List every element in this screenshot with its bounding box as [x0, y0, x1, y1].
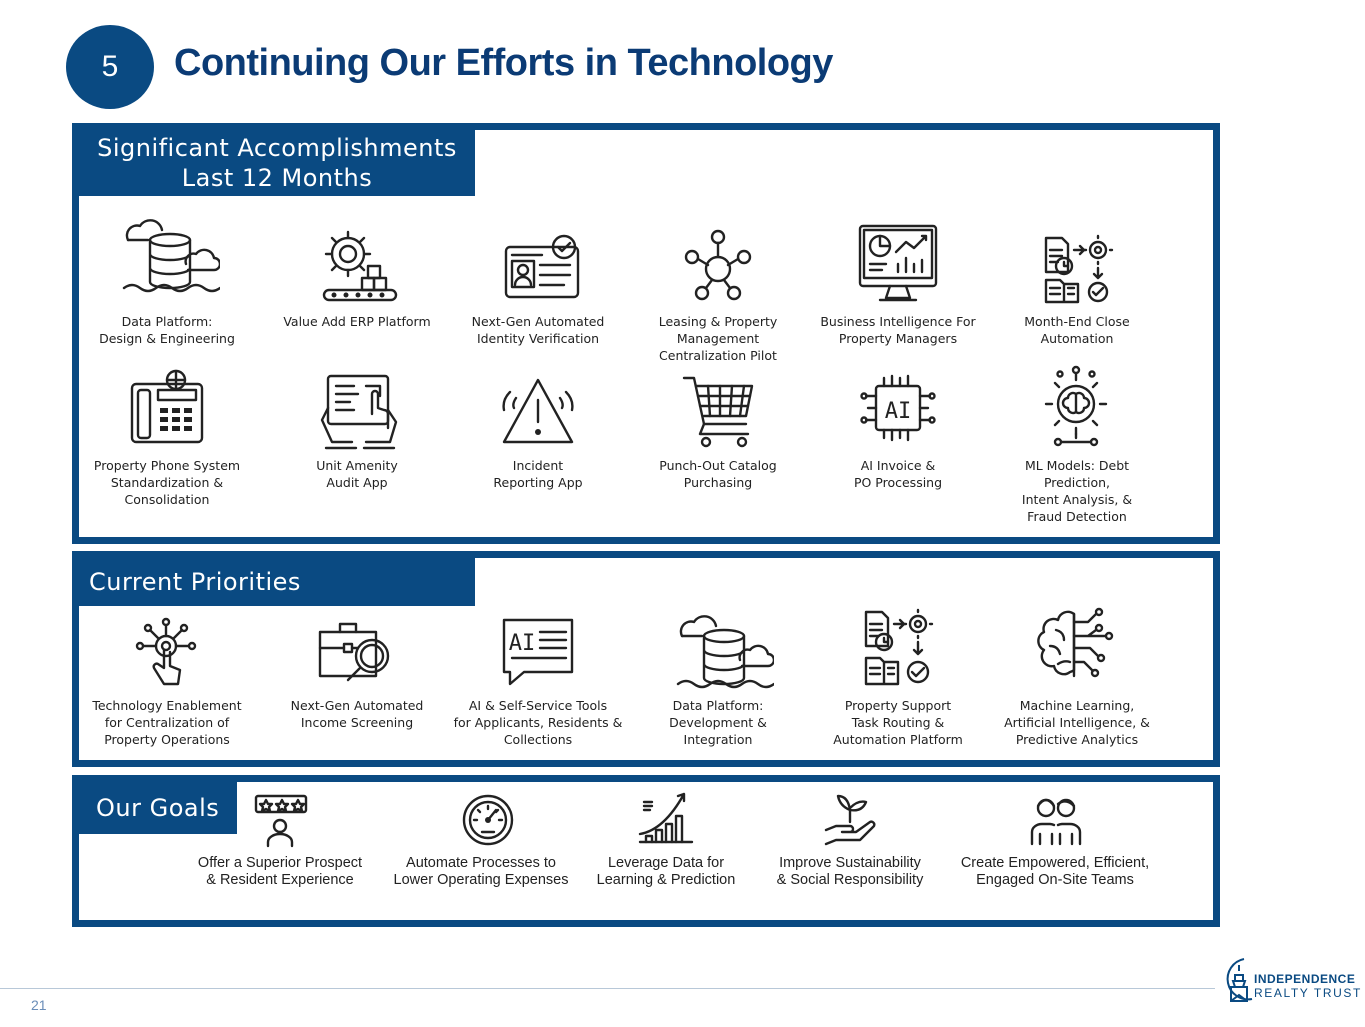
accomplishments-label: Significant Accomplishments Last 12 Months	[79, 130, 475, 196]
id-card-check-icon	[490, 225, 590, 309]
accomplishment-item-1: Data Platform: Design & Engineering	[99, 314, 235, 346]
monitor-dashboard-icon	[848, 222, 948, 306]
priority-item-3: AI & Self-Service Tools for Applicants, Residents & Collections	[453, 698, 623, 747]
priorities-label: Current Priorities	[79, 558, 475, 606]
briefcase-search-icon	[306, 612, 406, 696]
accomplishment-item-3: Next-Gen Automated Identity Verification	[471, 314, 605, 346]
priority-item-2: Next-Gen Automated Income Screening	[290, 698, 424, 730]
svg-text:AI: AI	[508, 631, 536, 656]
rating-person-icon	[250, 792, 314, 848]
company-logo	[1222, 955, 1362, 1013]
touch-network-icon	[118, 616, 218, 700]
goal-item-3: Leverage Data for Learning & Prediction	[596, 855, 736, 888]
priority-item-1: Technology Enablement for Centralization of Property Operations	[92, 698, 242, 747]
goal-item-2: Automate Processes to Lower Operating Expenses	[393, 855, 569, 888]
speedometer-icon	[456, 792, 520, 848]
section-number-badge: 5	[66, 25, 154, 109]
page-title: Continuing Our Efforts in Technology	[174, 42, 833, 84]
accomplishment-item-7: Property Phone System Standardization & Consolidation	[93, 458, 241, 507]
accomplishment-item-2: Value Add ERP Platform	[283, 314, 431, 329]
accomplishment-item-11: AI Invoice & PO Processing	[853, 458, 943, 490]
ai-chat-icon	[488, 612, 588, 696]
accomplishment-item-4: Leasing & Property Management Centralization Pilot	[658, 314, 778, 363]
database-cloud-icon	[120, 212, 220, 296]
document-workflow-icon	[848, 604, 948, 688]
logo-line-2: REALTY TRUST	[1254, 986, 1362, 1000]
document-workflow-icon	[1028, 222, 1128, 306]
ai-chip-icon	[848, 370, 948, 454]
brain-gear-icon	[1028, 364, 1128, 448]
hub-network-icon	[668, 225, 768, 309]
accomplishment-item-8: Unit Amenity Audit App	[316, 458, 398, 490]
goal-item-5: Create Empowered, Efficient, Engaged On-Site Teams	[960, 855, 1150, 888]
brain-circuit-icon	[1028, 606, 1128, 690]
database-cloud-icon	[674, 608, 774, 692]
accomplishment-item-6: Month-End Close Automation	[1024, 314, 1130, 346]
accomplishment-item-10: Punch-Out Catalog Purchasing	[659, 458, 777, 490]
priority-item-4: Data Platform: Development & Integration	[669, 698, 767, 747]
team-people-icon	[1024, 792, 1088, 848]
priority-item-5: Property Support Task Routing & Automation Platform	[833, 698, 963, 747]
capitol-dome-icon	[1222, 955, 1256, 1013]
desk-phone-icon	[118, 368, 218, 452]
page-number: 21	[31, 997, 47, 1013]
priority-item-6: Machine Learning, Artificial Intelligence, & Predictive Analytics	[1004, 698, 1150, 747]
hand-plant-icon	[820, 792, 884, 848]
goal-item-1: Offer a Superior Prospect & Resident Experience	[197, 855, 363, 888]
tablet-hands-icon	[306, 368, 406, 452]
accomplishment-item-12: ML Models: Debt Prediction, Intent Analysis, & Fraud Detection	[1021, 458, 1133, 524]
accomplishment-item-5: Business Intelligence For Property Managers	[820, 314, 976, 346]
accomplishment-item-9: Incident Reporting App	[493, 458, 583, 490]
growth-chart-icon	[634, 790, 698, 846]
gear-conveyor-icon	[306, 222, 406, 306]
goals-label: Our Goals	[79, 782, 237, 834]
footer-divider	[0, 988, 1215, 989]
warning-triangle-icon	[488, 372, 588, 456]
goal-item-4: Improve Sustainability & Social Responsibility	[776, 855, 924, 888]
svg-text:AI: AI	[884, 399, 912, 424]
shopping-cart-icon	[668, 370, 768, 454]
logo-line-1: INDEPENDENCE	[1254, 972, 1356, 986]
